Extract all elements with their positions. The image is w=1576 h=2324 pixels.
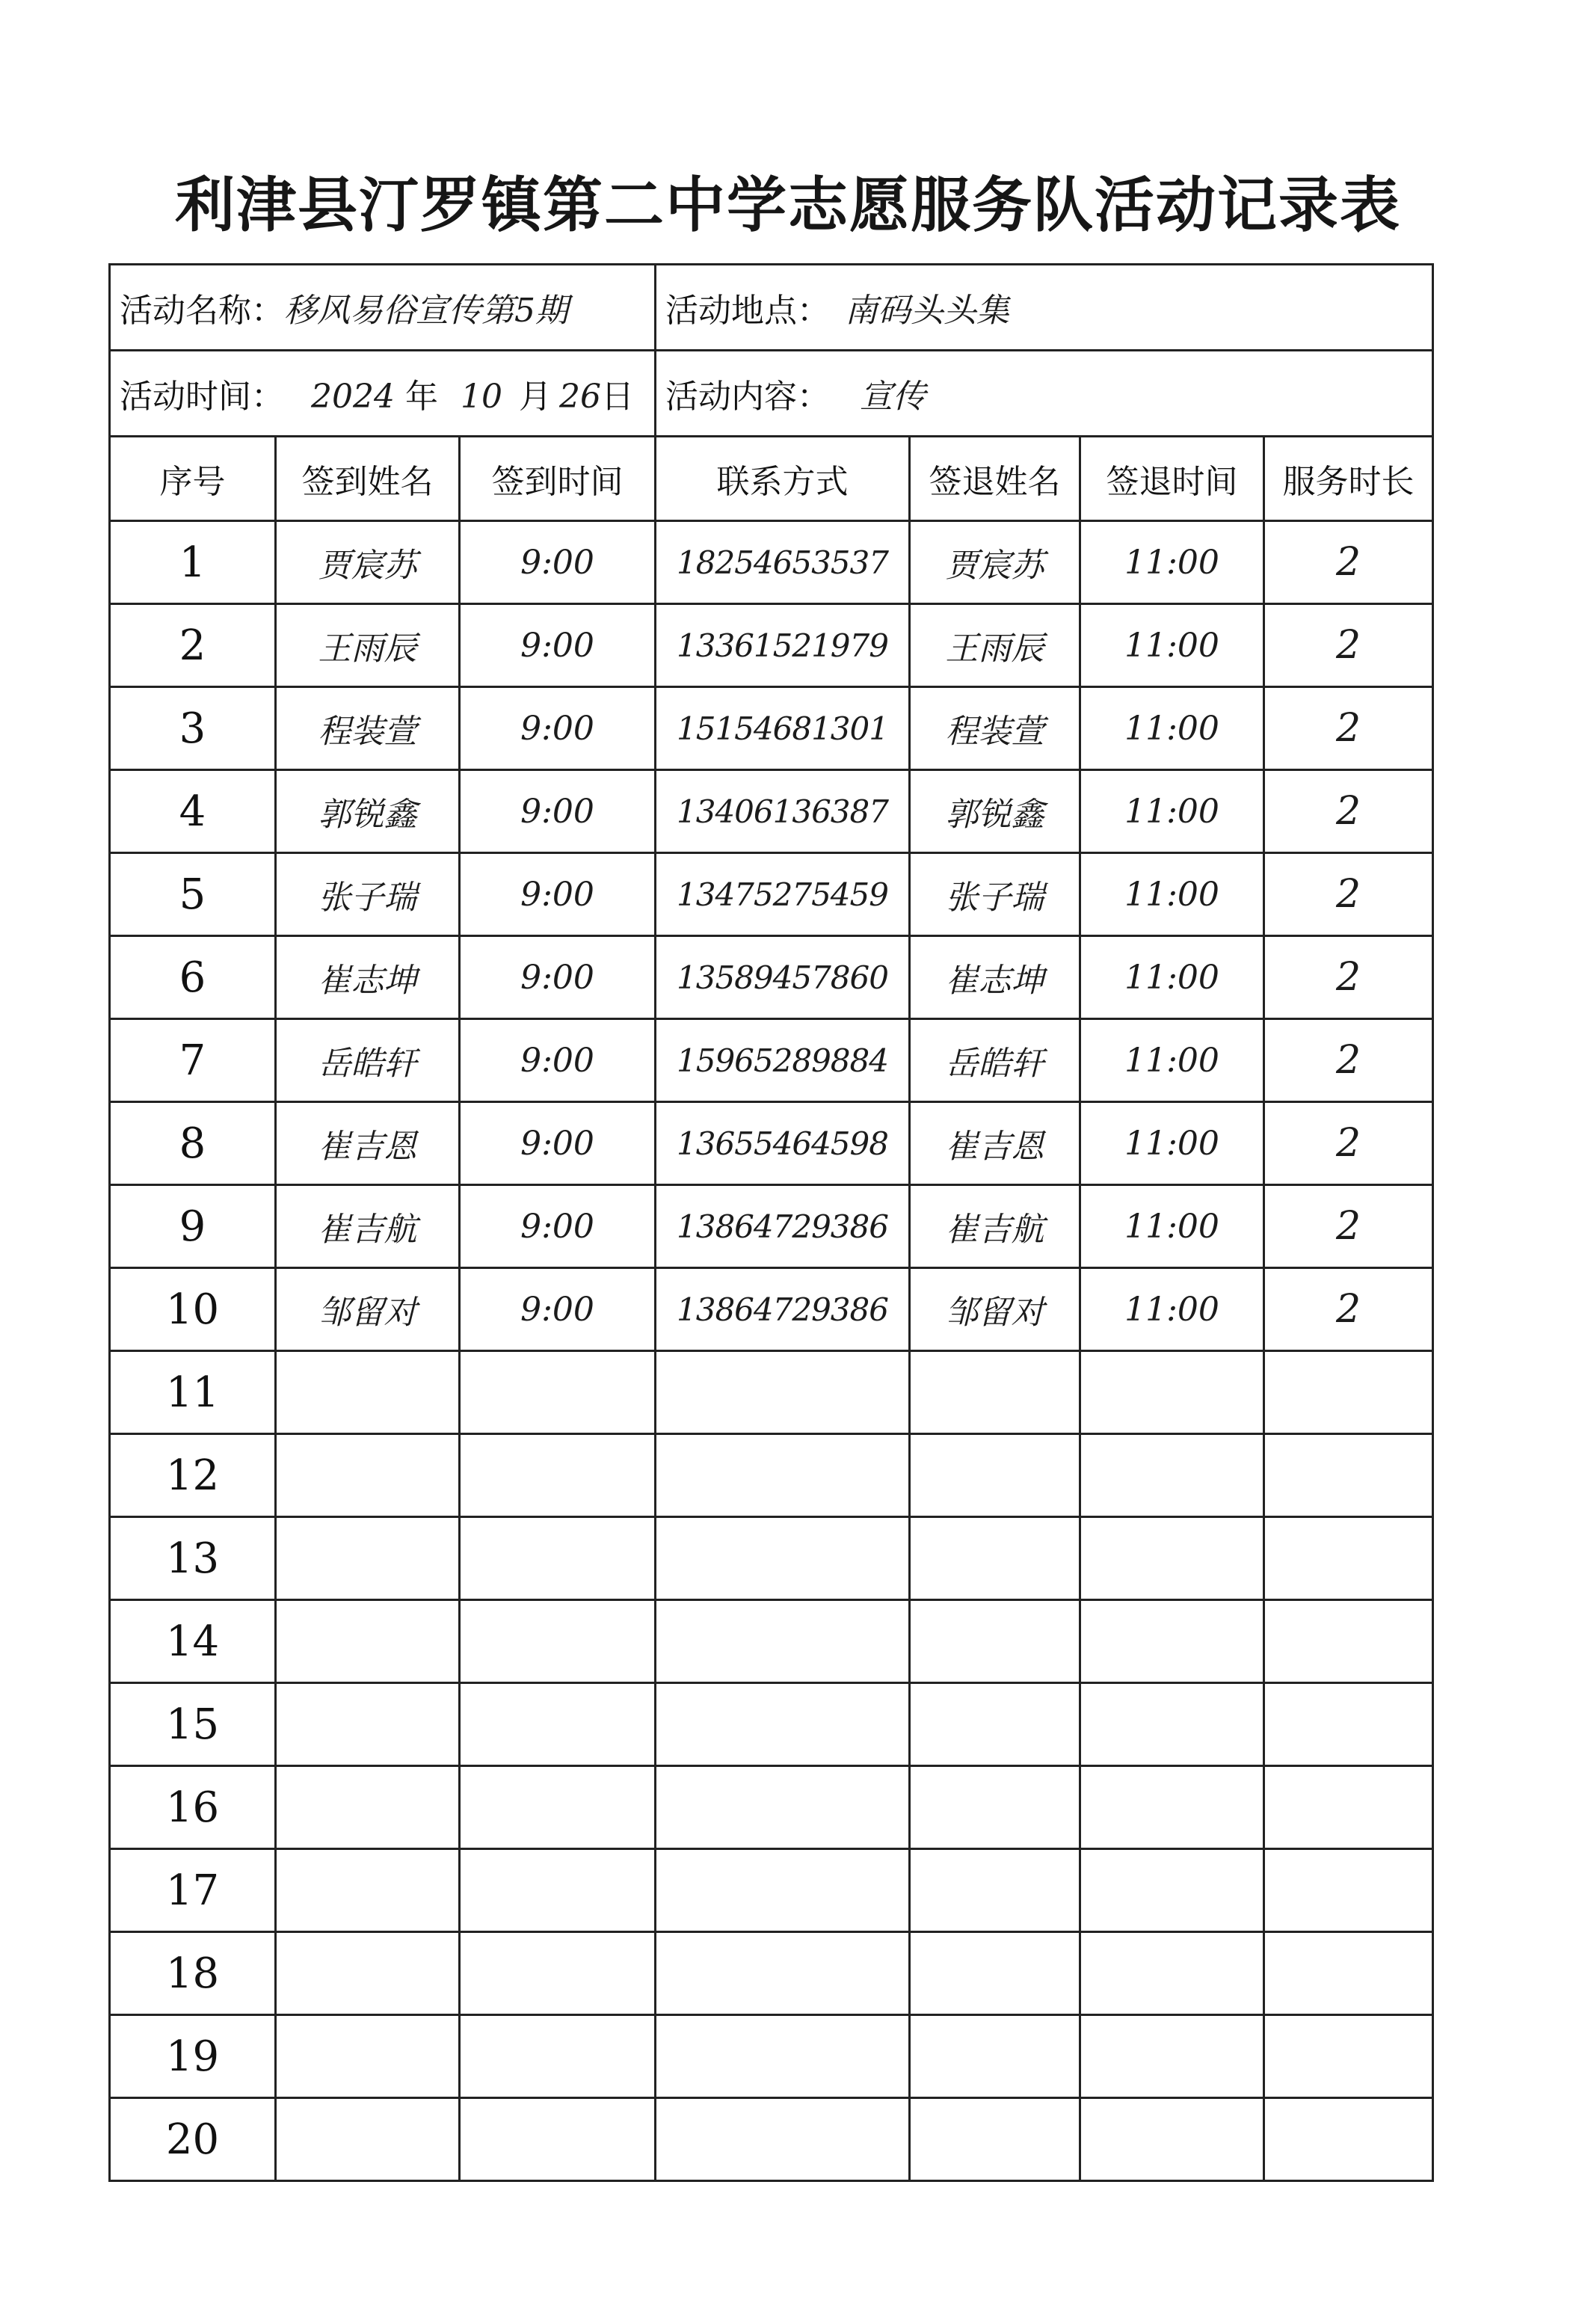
page-title: 利津县汀罗镇第二中学志愿服务队活动记录表 <box>175 170 1401 240</box>
service-hours: 2 <box>1264 604 1433 687</box>
table-row <box>110 1849 1433 1932</box>
signout-time <box>1080 1683 1264 1766</box>
signin-name: 郭锐鑫 <box>276 770 460 853</box>
table-row <box>110 770 1433 853</box>
service-hours <box>1264 1517 1433 1600</box>
activity-content-cell <box>656 351 1433 437</box>
row-number: 1 <box>110 521 276 604</box>
signin-time <box>460 1932 656 2015</box>
signin-time: 9:00 <box>460 687 656 770</box>
month-value: 10 <box>460 378 502 416</box>
signin-time <box>460 1683 656 1766</box>
signout-time <box>1080 2015 1264 2098</box>
row-number: 19 <box>110 2015 276 2098</box>
signout-time: 11:00 <box>1080 687 1264 770</box>
signin-name <box>276 1849 460 1932</box>
signin-name <box>276 1683 460 1766</box>
service-hours: 2 <box>1264 521 1433 604</box>
signin-name: 王雨辰 <box>276 604 460 687</box>
signout-name: 郭锐鑫 <box>910 770 1080 853</box>
activity-name-cell <box>110 265 656 351</box>
column-header: 签退时间 <box>1080 437 1264 521</box>
table-row <box>110 1683 1433 1766</box>
row-number: 15 <box>110 1683 276 1766</box>
signout-time: 11:00 <box>1080 770 1264 853</box>
table-row <box>110 1268 1433 1351</box>
activity-name-label: 活动名称： <box>120 292 284 330</box>
signin-name <box>276 2098 460 2181</box>
table-row <box>110 1766 1433 1849</box>
signout-name <box>910 1517 1080 1600</box>
row-number: 18 <box>110 1932 276 2015</box>
service-hours: 2 <box>1264 936 1433 1019</box>
service-hours: 2 <box>1264 1185 1433 1268</box>
contact-phone <box>656 1932 910 2015</box>
contact-phone: 15965289884 <box>656 1019 910 1102</box>
table-row <box>110 604 1433 687</box>
signout-time <box>1080 1434 1264 1517</box>
signin-time: 9:00 <box>460 521 656 604</box>
activity-content-value: 宣传 <box>860 378 926 416</box>
signout-name: 贾宸苏 <box>910 521 1080 604</box>
signin-time: 9:00 <box>460 853 656 936</box>
signin-time <box>460 2098 656 2181</box>
signout-time: 11:00 <box>1080 604 1264 687</box>
service-hours <box>1264 1932 1433 2015</box>
day-value: 26 <box>558 378 601 416</box>
signout-time: 11:00 <box>1080 521 1264 604</box>
activity-time-label: 活动时间： <box>120 378 284 416</box>
signout-name: 张子瑞 <box>910 853 1080 936</box>
signin-time: 9:00 <box>460 770 656 853</box>
signout-name <box>910 1766 1080 1849</box>
info-row-time-content <box>110 351 1433 437</box>
signin-time <box>460 1351 656 1434</box>
signin-time <box>460 2015 656 2098</box>
row-number: 16 <box>110 1766 276 1849</box>
row-number: 3 <box>110 687 276 770</box>
contact-phone: 15154681301 <box>656 687 910 770</box>
contact-phone <box>656 1434 910 1517</box>
service-hours: 2 <box>1264 687 1433 770</box>
service-hours <box>1264 1683 1433 1766</box>
signout-name <box>910 2015 1080 2098</box>
row-number: 20 <box>110 2098 276 2181</box>
contact-phone: 18254653537 <box>656 521 910 604</box>
row-number: 14 <box>110 1600 276 1683</box>
signin-time <box>460 1517 656 1600</box>
activity-place-cell <box>656 265 1433 351</box>
contact-phone <box>656 1849 910 1932</box>
info-row-name-place <box>110 265 1433 351</box>
signin-time: 9:00 <box>460 604 656 687</box>
record-table <box>108 263 1434 2182</box>
contact-phone <box>656 2015 910 2098</box>
service-hours <box>1264 2015 1433 2098</box>
table-row <box>110 936 1433 1019</box>
column-header-row <box>110 437 1433 521</box>
signout-time: 11:00 <box>1080 1185 1264 1268</box>
table-row <box>110 1517 1433 1600</box>
contact-phone: 13655464598 <box>656 1102 910 1185</box>
service-hours <box>1264 1766 1433 1849</box>
column-header: 序号 <box>110 437 276 521</box>
contact-phone: 13475275459 <box>656 853 910 936</box>
row-number: 4 <box>110 770 276 853</box>
contact-phone <box>656 1517 910 1600</box>
signin-time <box>460 1600 656 1683</box>
signin-name: 崔志坤 <box>276 936 460 1019</box>
activity-place-value: 南码头头集 <box>845 292 1009 330</box>
signout-name <box>910 2098 1080 2181</box>
contact-phone: 13406136387 <box>656 770 910 853</box>
signin-time <box>460 1849 656 1932</box>
signout-time: 11:00 <box>1080 936 1264 1019</box>
table-row <box>110 1351 1433 1434</box>
signin-time: 9:00 <box>460 1268 656 1351</box>
signout-name: 崔吉恩 <box>910 1102 1080 1185</box>
signout-time: 11:00 <box>1080 1102 1264 1185</box>
row-number: 6 <box>110 936 276 1019</box>
signin-name <box>276 1932 460 2015</box>
month-unit: 月 <box>518 378 552 416</box>
day-unit: 日 <box>600 378 634 416</box>
column-header: 联系方式 <box>656 437 910 521</box>
signout-name: 程装萱 <box>910 687 1080 770</box>
signout-time <box>1080 1351 1264 1434</box>
service-hours: 2 <box>1264 853 1433 936</box>
year-unit: 年 <box>404 378 438 416</box>
signout-time: 11:00 <box>1080 1019 1264 1102</box>
row-number: 7 <box>110 1019 276 1102</box>
service-hours: 2 <box>1264 770 1433 853</box>
signin-name: 程装萱 <box>276 687 460 770</box>
row-number: 8 <box>110 1102 276 1185</box>
service-hours <box>1264 1351 1433 1434</box>
year-value: 2024 <box>311 378 395 416</box>
activity-time-cell <box>110 351 656 437</box>
row-number: 17 <box>110 1849 276 1932</box>
row-number: 9 <box>110 1185 276 1268</box>
row-number: 2 <box>110 604 276 687</box>
table-row <box>110 853 1433 936</box>
row-number: 12 <box>110 1434 276 1517</box>
contact-phone <box>656 1351 910 1434</box>
signout-name: 邹留对 <box>910 1268 1080 1351</box>
signin-name <box>276 1351 460 1434</box>
contact-phone <box>656 1683 910 1766</box>
signout-name <box>910 1434 1080 1517</box>
signin-time: 9:00 <box>460 936 656 1019</box>
service-hours: 2 <box>1264 1268 1433 1351</box>
signin-name: 崔吉航 <box>276 1185 460 1268</box>
contact-phone: 13864729386 <box>656 1185 910 1268</box>
table-row <box>110 1102 1433 1185</box>
contact-phone: 13864729386 <box>656 1268 910 1351</box>
signin-time <box>460 1434 656 1517</box>
row-number: 5 <box>110 853 276 936</box>
column-header: 签退姓名 <box>910 437 1080 521</box>
signout-time <box>1080 1517 1264 1600</box>
signin-name <box>276 2015 460 2098</box>
service-hours <box>1264 1600 1433 1683</box>
contact-phone <box>656 1766 910 1849</box>
signout-name <box>910 1351 1080 1434</box>
signin-name: 岳皓轩 <box>276 1019 460 1102</box>
table-row <box>110 2098 1433 2181</box>
signin-time: 9:00 <box>460 1185 656 1268</box>
signin-name: 邹留对 <box>276 1268 460 1351</box>
signin-time: 9:00 <box>460 1019 656 1102</box>
activity-place-label: 活动地点： <box>665 292 830 330</box>
table-row <box>110 1185 1433 1268</box>
service-hours <box>1264 1434 1433 1517</box>
activity-content-label: 活动内容： <box>665 378 830 416</box>
service-hours: 2 <box>1264 1019 1433 1102</box>
table-row <box>110 687 1433 770</box>
activity-name-value: 移风易俗宣传第5期 <box>284 292 568 330</box>
signout-time <box>1080 2098 1264 2181</box>
signout-time: 11:00 <box>1080 853 1264 936</box>
signout-name <box>910 1600 1080 1683</box>
contact-phone: 13589457860 <box>656 936 910 1019</box>
signout-time: 11:00 <box>1080 1268 1264 1351</box>
signout-name: 崔志坤 <box>910 936 1080 1019</box>
service-hours <box>1264 2098 1433 2181</box>
column-header: 签到时间 <box>460 437 656 521</box>
table-row <box>110 1019 1433 1102</box>
row-number: 10 <box>110 1268 276 1351</box>
signout-name: 岳皓轩 <box>910 1019 1080 1102</box>
table-row <box>110 1434 1433 1517</box>
signin-name <box>276 1517 460 1600</box>
row-number: 11 <box>110 1351 276 1434</box>
signin-name: 张子瑞 <box>276 853 460 936</box>
signin-time <box>460 1766 656 1849</box>
signout-time <box>1080 1932 1264 2015</box>
column-header: 服务时长 <box>1264 437 1433 521</box>
signin-name <box>276 1600 460 1683</box>
signout-name <box>910 1932 1080 2015</box>
contact-phone: 13361521979 <box>656 604 910 687</box>
signin-name <box>276 1434 460 1517</box>
service-hours <box>1264 1849 1433 1932</box>
contact-phone <box>656 2098 910 2181</box>
signin-name: 贾宸苏 <box>276 521 460 604</box>
signout-name: 崔吉航 <box>910 1185 1080 1268</box>
signout-name <box>910 1849 1080 1932</box>
service-hours: 2 <box>1264 1102 1433 1185</box>
table-row <box>110 521 1433 604</box>
table-row <box>110 2015 1433 2098</box>
signout-time <box>1080 1600 1264 1683</box>
row-number: 13 <box>110 1517 276 1600</box>
signout-time <box>1080 1849 1264 1932</box>
signout-name <box>910 1683 1080 1766</box>
signin-name <box>276 1766 460 1849</box>
table-row <box>110 1932 1433 2015</box>
signin-name: 崔吉恩 <box>276 1102 460 1185</box>
signout-name: 王雨辰 <box>910 604 1080 687</box>
signin-time: 9:00 <box>460 1102 656 1185</box>
contact-phone <box>656 1600 910 1683</box>
signout-time <box>1080 1766 1264 1849</box>
column-header: 签到姓名 <box>276 437 460 521</box>
table-row <box>110 1600 1433 1683</box>
